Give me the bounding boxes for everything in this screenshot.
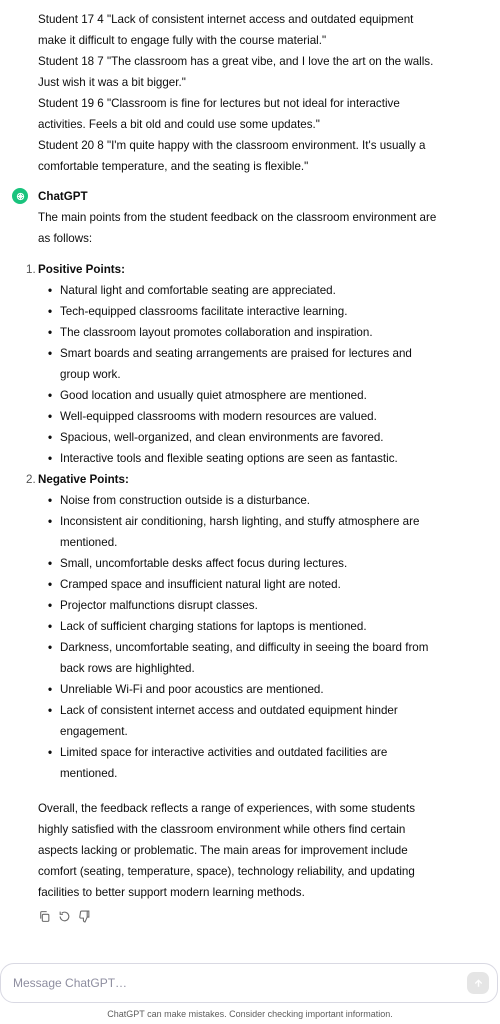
list-item: • Natural light and comfortable seating are appreciated. — [60, 280, 438, 301]
chatgpt-logo-icon — [12, 188, 28, 204]
list-item: • Lack of sufficient charging stations for laptops is mentioned. — [60, 616, 438, 637]
negative-points-list — [38, 490, 438, 784]
list-item: • Darkness, uncomfortable seating, and difficulty in seeing the board from back rows are highlighted. — [60, 637, 438, 679]
list-item: • Limited space for interactive activities and outdated facilities are mentioned. — [60, 742, 438, 784]
list-item: • Spacious, well-organized, and clean environments are favored. — [60, 427, 438, 448]
send-button[interactable] — [467, 972, 489, 994]
list-item: • Tech-equipped classrooms facilitate interactive learning. — [60, 301, 438, 322]
list-item: • Small, uncomfortable desks affect focus during lectures. — [60, 553, 438, 574]
message-actions — [38, 909, 438, 925]
assistant-header — [12, 188, 88, 204]
thumbs-down-icon[interactable] — [78, 910, 92, 924]
arrow-up-icon — [473, 978, 484, 989]
list-item: • Projector malfunctions disrupt classes. — [60, 595, 438, 616]
list-item-negative — [26, 469, 438, 784]
user-message-line: Student 18 7 "The classroom has a great vibe, and I love the art on the walls. Just wish it was a bit bigger." — [38, 55, 434, 89]
copy-icon[interactable] — [38, 910, 52, 924]
disclaimer-text: ChatGPT can make mistakes. Consider checking important information. — [107, 1009, 393, 1019]
section-title: Positive Points: — [38, 263, 125, 276]
assistant-summary: Overall, the feedback reflects a range of experiences, with some students highly satisfied with the classroom environment while others find certain aspects lacking or problematic. The main areas for improvement include comfort (seating, temperature, space), technology reliability, and updating facilities to better support modern learning methods. — [38, 802, 415, 899]
feedback-list — [26, 259, 438, 784]
list-number: 1. — [26, 263, 36, 276]
list-item: • Cramped space and insufficient natural light are noted. — [60, 574, 438, 595]
list-item: • Noise from construction outside is a disturbance. — [60, 490, 438, 511]
user-message — [38, 9, 438, 177]
list-item: • Inconsistent air conditioning, harsh lighting, and stuffy atmosphere are mentioned. — [60, 511, 438, 553]
list-item: • The classroom layout promotes collaboration and inspiration. — [60, 322, 438, 343]
list-item: • Good location and usually quiet atmosphere are mentioned. — [60, 385, 438, 406]
user-message-line: Student 19 6 "Classroom is fine for lectures but not ideal for interactive activities. Feels a bit old and could use some updates." — [38, 97, 400, 131]
message-input[interactable] — [11, 975, 467, 991]
list-item: • Well-equipped classrooms with modern resources are valued. — [60, 406, 438, 427]
assistant-name: ChatGPT — [38, 189, 88, 203]
message-composer — [0, 963, 498, 1003]
section-title: Negative Points: — [38, 473, 129, 486]
regenerate-icon[interactable] — [58, 910, 72, 924]
list-item: • Smart boards and seating arrangements are praised for lectures and group work. — [60, 343, 438, 385]
assistant-message — [26, 207, 438, 925]
list-item: • Unreliable Wi-Fi and poor acoustics are mentioned. — [60, 679, 438, 700]
user-message-line: Student 20 8 "I'm quite happy with the classroom environment. It's usually a comfortable temperature, and the seating is flexible." — [38, 139, 426, 173]
list-item: • Lack of consistent internet access and outdated equipment hinder engagement. — [60, 700, 438, 742]
list-number: 2. — [26, 473, 36, 486]
list-item: • Interactive tools and flexible seating options are seen as fantastic. — [60, 448, 438, 469]
positive-points-list — [38, 280, 438, 469]
assistant-intro: The main points from the student feedback on the classroom environment are as follows: — [38, 211, 437, 245]
list-item-positive — [26, 259, 438, 469]
user-message-line: Student 17 4 "Lack of consistent internet access and outdated equipment make it difficult to engage fully with the course material." — [38, 13, 414, 47]
